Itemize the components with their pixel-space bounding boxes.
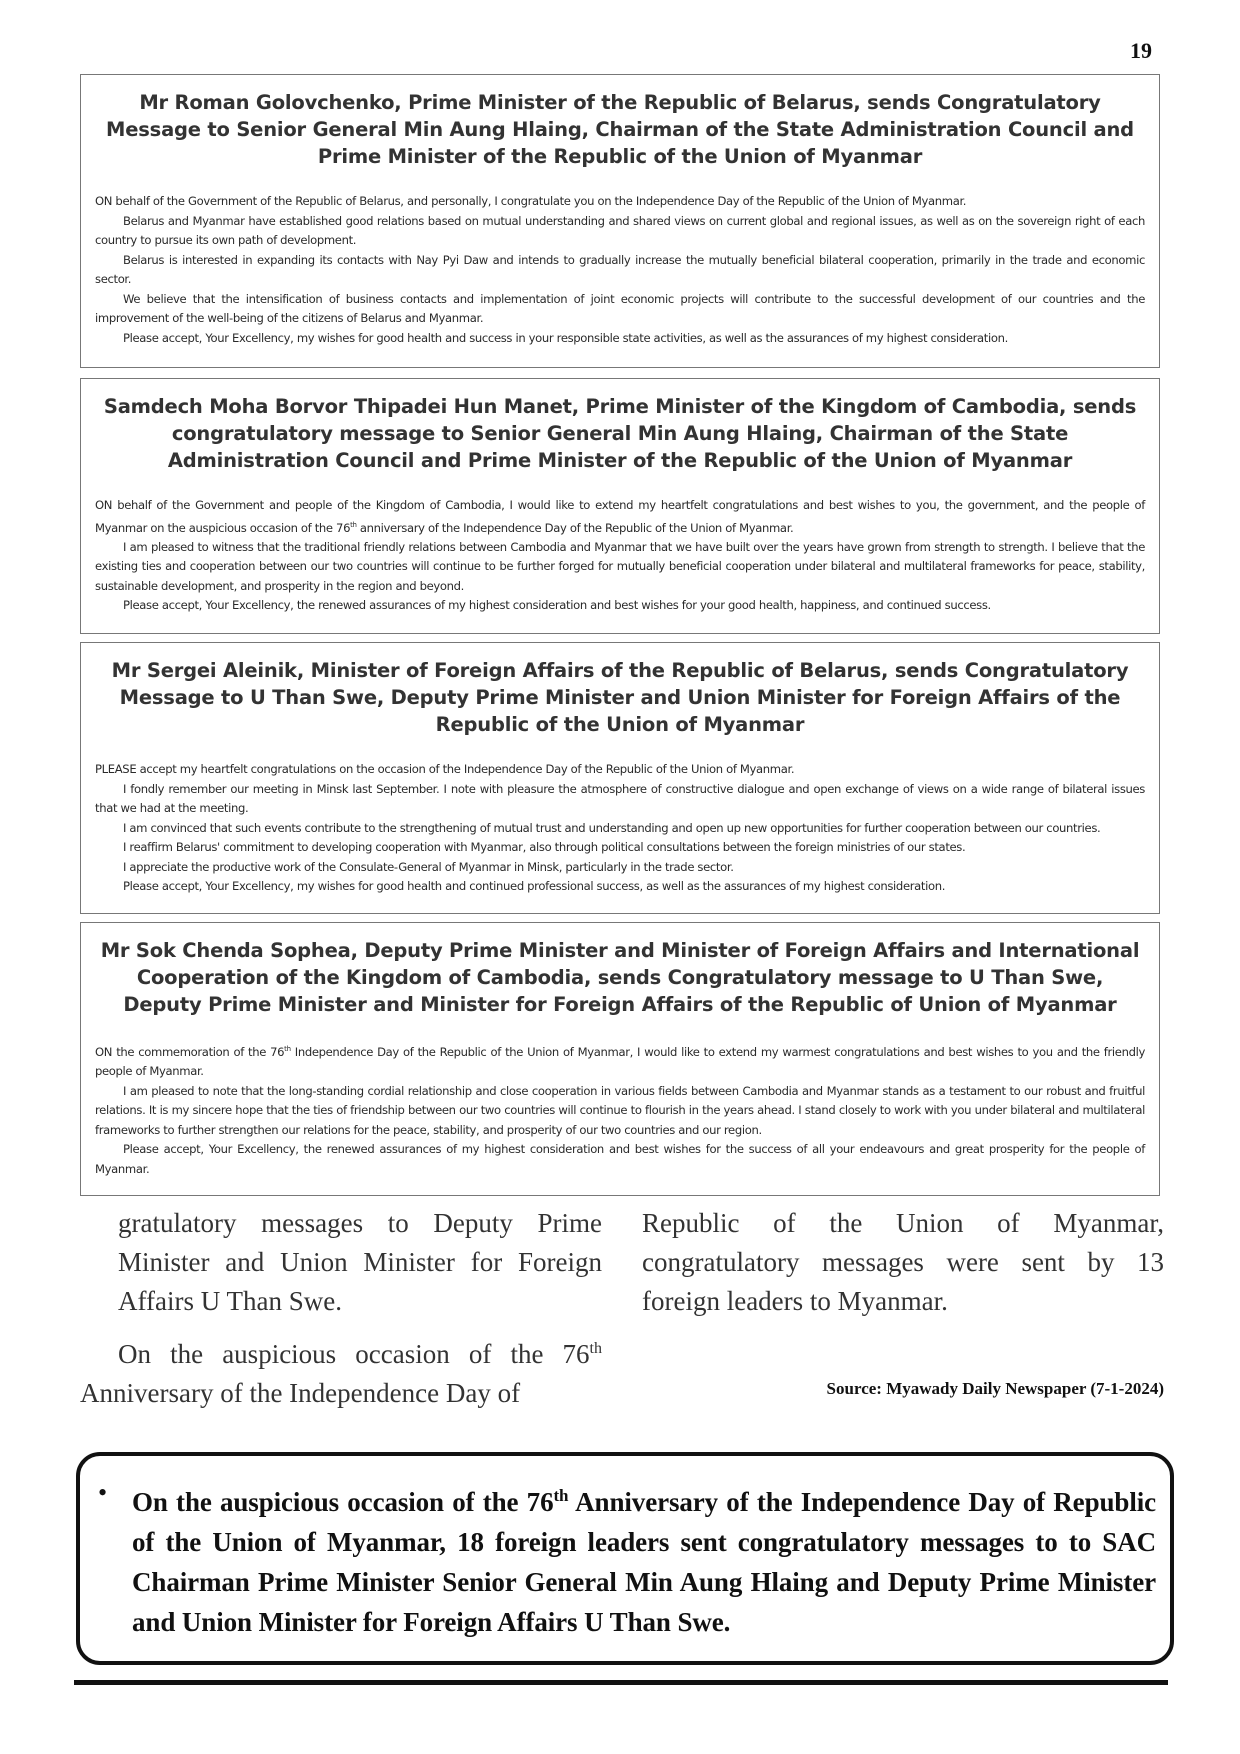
message-paragraph <box>95 496 1145 538</box>
summary-text <box>132 1482 1156 1642</box>
message-paragraph: ON behalf of the Government of the Republic of Belarus, and personally, I congratulate you on the Independence Day of the Republic of the Union of Myanmar. <box>95 194 967 208</box>
footer-divider <box>74 1680 1168 1685</box>
summary-text-part: On the auspicious occasion of the 76 <box>132 1487 554 1517</box>
message-title: Mr Sok Chenda Sophea, Deputy Prime Minister and Minister of Foreign Affairs and International Cooperation of the Kingdom of Cambodia, sends Congratulatory message to U Than Swe, Deputy Prime Minister and Minister for Foreign Affairs of the Republic of Union of Myanmar <box>100 939 1140 1016</box>
message-paragraph: We believe that the intensification of business contacts and implementation of joint economic projects will contribute to the successful development of our countries and the improvement of the well-being of the citizens of Belarus and Myanmar. <box>95 291 1145 325</box>
page-number: 19 <box>1130 38 1152 63</box>
message-box-cambodia-pm <box>80 378 1160 634</box>
message-title: Mr Sergei Aleinik, Minister of Foreign Affairs of the Republic of Belarus, sends Congratulatory Message to U Than Swe, Deputy Prime Minister and Union Minister for Foreign Affairs of the Republic of the Union of Myanmar <box>111 659 1129 736</box>
message-title: Samdech Moha Borvor Thipadei Hun Manet, Prime Minister of the Kingdom of Cambodia, sends congratulatory message to Senior General Min Aung Hlaing, Chairman of the State Administration Council and Prime Minister of the Republic of the Union of Myanmar <box>103 395 1137 472</box>
message-paragraph: Please accept, Your Excellency, my wishes for good health and continued professional success, as well as the assurances of my highest consideration. <box>123 879 946 893</box>
message-paragraph: Belarus is interested in expanding its contacts with Nay Pyi Daw and intends to gradually increase the mutually beneficial bilateral cooperation, primarily in the trade and economic sector. <box>95 252 1145 286</box>
article-paragraph: gratulatory messages to Deputy Prime Minister and Union Minister for Foreign Affairs U Than Swe. <box>118 1208 602 1316</box>
ordinal-suffix: th <box>284 1045 291 1053</box>
source-citation: Source: Myawady Daily Newspaper (7-1-2024) <box>826 1379 1164 1398</box>
message-paragraph: I reaffirm Belarus' commitment to developing cooperation with Myanmar, also through political consultations between the foreign ministries of our states. <box>123 840 966 854</box>
article-paragraph <box>80 1335 602 1413</box>
article-text: On the auspicious occasion of the 76 <box>118 1339 590 1369</box>
message-paragraph: I am pleased to witness that the traditional friendly relations between Cambodia and Myanmar that we have built over the years have grown from strength to strength. I believe that the existing ties and cooperation between our two countries will continue to be further forged for mutually beneficial cooperation under bilateral and multilateral frameworks for peace, stability, sustainable development, and prosperity in the region and beyond. <box>95 539 1145 593</box>
message-text: anniversary of the Independence Day of the Republic of the Union of Myanmar. <box>356 520 794 535</box>
message-paragraph: I fondly remember our meeting in Minsk last September. I note with pleasure the atmosphere of constructive dialogue and open exchange of views on a wide range of bilateral issues that we had at the meeting. <box>95 781 1145 815</box>
message-paragraph: Belarus and Myanmar have established good relations based on mutual understanding and shared views on current global and regional issues, as well as on the sovereign right of each country to pursue its own path of development. <box>95 213 1145 247</box>
summary-box <box>76 1452 1174 1665</box>
ordinal-suffix: th <box>589 1340 602 1357</box>
message-box-cambodia-fm <box>80 922 1160 1196</box>
message-text: Independence Day of the Republic of the Union of Myanmar, I would like to extend my warmest congratulations and best wishes to you and the friendly people of Myanmar. <box>95 1044 1145 1079</box>
message-paragraph: Please accept, Your Excellency, my wishes for good health and success in your responsible state activities, as well as the assurances of my highest consideration. <box>123 330 1008 345</box>
article-column-right <box>642 1204 1164 1321</box>
ordinal-suffix: th <box>553 1486 569 1505</box>
summary-text-part: Anniversary of the Independence Day of Republic of the Union of Myanmar, 18 foreign leaders sent congratulatory messages to to SAC Chairman Prime Minister Senior General Min Aung Hlaing and Deputy Prime Minister and Union Minister for Foreign Affairs U Than Swe. <box>132 1487 1157 1637</box>
message-paragraph: Please accept, Your Excellency, the renewed assurances of my highest consideration and best wishes for the success of all your endeavours and great prosperity for the people of Myanmar. <box>95 1142 1145 1176</box>
bullet-icon: • <box>98 1478 108 1507</box>
message-paragraph: Please accept, Your Excellency, the renewed assurances of my highest consideration and best wishes for your good health, happiness, and continued success. <box>123 598 991 613</box>
message-paragraph: I am pleased to note that the long-standing cordial relationship and close cooperation in various fields between Cambodia and Myanmar stands as a testament to our robust and fruitful relations. It is my sincere hope that the ties of friendship between our two countries will continue to flourish in the years ahead. I stand closely to work with you under bilateral and multilateral frameworks to further strengthen our relations for the peace, stability, and prosperity of our two countries and our region. <box>95 1083 1145 1137</box>
message-paragraph <box>95 1040 1145 1082</box>
message-paragraph: I am convinced that such events contribute to the strengthening of mutual trust and understanding and open up new opportunities for further cooperation between our countries. <box>123 820 1101 835</box>
article-text: Anniversary of the Independence Day of <box>80 1378 521 1408</box>
message-box-belarus-fm <box>80 642 1160 914</box>
message-box-belarus-pm <box>80 74 1160 368</box>
article-paragraph: Republic of the Union of Myanmar, congratulatory messages were sent by 13 foreign leaders to Myanmar. <box>642 1208 1164 1316</box>
ordinal-suffix: th <box>350 520 357 529</box>
message-text: ON the commemoration of the 76 <box>95 1044 285 1059</box>
message-paragraph: PLEASE accept my heartfelt congratulations on the occasion of the Independence Day of the Republic of the Union of Myanmar. <box>95 762 795 776</box>
message-title: Mr Roman Golovchenko, Prime Minister of the Republic of Belarus, sends Congratulatory Message to Senior General Min Aung Hlaing, Chairman of the State Administration Council and Prime Minister of the Republic of the Union of Myanmar <box>106 91 1134 168</box>
article-column-left <box>80 1204 602 1413</box>
message-text: ON behalf of the Government and people of the Kingdom of Cambodia, I would like to extend my heartfelt congratulations and best wishes to you, the government, and the people of Myanmar on the auspicious occasion of the 76 <box>95 498 1145 535</box>
message-paragraph: I appreciate the productive work of the Consulate-General of Myanmar in Minsk, particularly in the trade sector. <box>123 859 734 874</box>
